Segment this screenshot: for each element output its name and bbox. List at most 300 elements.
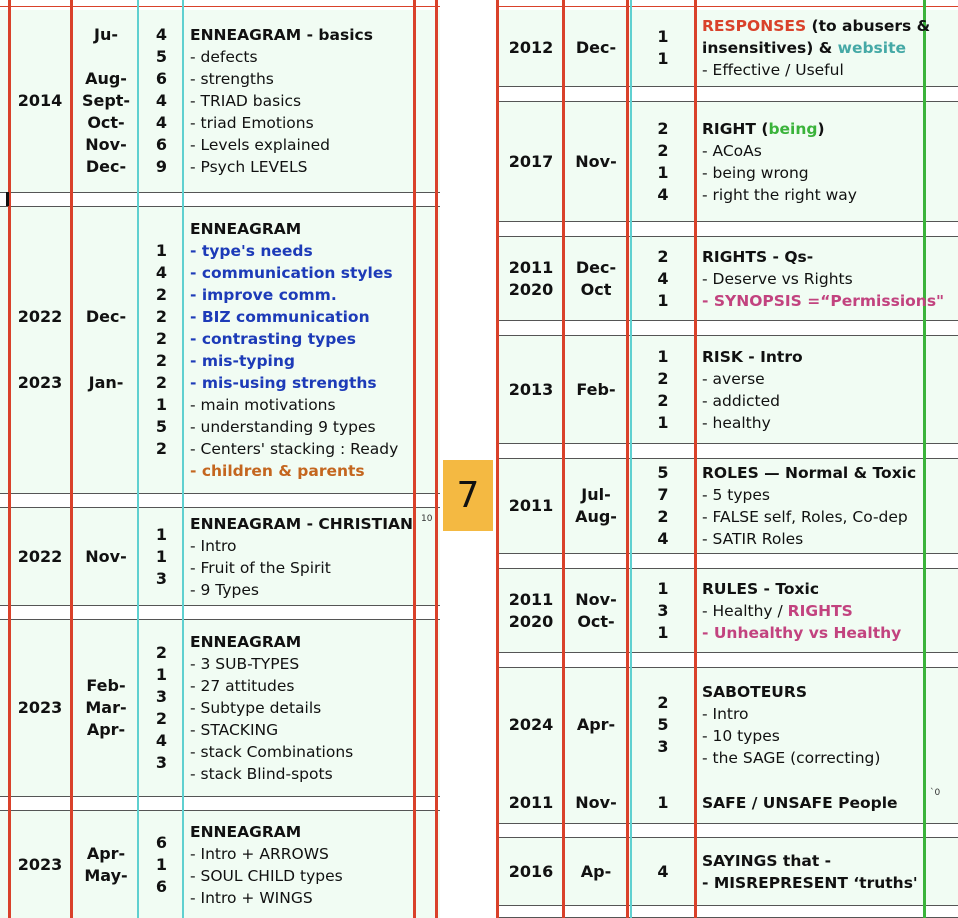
- month-cell: [566, 838, 626, 905]
- topic-text: ENNEAGRAM: [190, 220, 302, 238]
- topic-line: [190, 156, 307, 178]
- topic-line: [702, 792, 898, 814]
- topic-line: [190, 46, 258, 68]
- month-value: Mar-: [85, 698, 127, 717]
- year-value: 2020: [508, 611, 554, 631]
- topic-text: - the SAGE (correcting): [702, 749, 881, 767]
- topic-text: - Effective / Useful: [702, 61, 844, 79]
- month-cell: [566, 782, 626, 823]
- count-value: 3: [155, 687, 168, 706]
- month-value: Aug-: [575, 507, 617, 526]
- count-cell: [632, 237, 694, 320]
- topic-line: [190, 653, 299, 675]
- topic-text: - BIZ communication: [190, 308, 370, 326]
- month-cell: [566, 237, 626, 320]
- month-cell: [75, 508, 137, 605]
- count-value: 1: [657, 27, 669, 46]
- topic-text: - Centers' stacking : Ready: [190, 440, 399, 458]
- count-value: 1: [155, 854, 168, 874]
- top-border: [496, 6, 958, 7]
- page-number: 7: [456, 475, 480, 516]
- topic-line: [190, 262, 393, 284]
- year-value: 2011: [508, 589, 554, 609]
- topic-text: - children & parents: [190, 462, 365, 480]
- year-value: 2014: [17, 91, 63, 110]
- month-value: Oct-: [87, 113, 125, 132]
- topic-line: [702, 622, 901, 644]
- month-cell: [75, 620, 137, 796]
- year-value: 2012: [508, 38, 554, 57]
- topic-text: - averse: [702, 369, 765, 388]
- count-cell: [632, 838, 694, 905]
- topic-text: - ACoAs: [702, 141, 762, 160]
- count-value: 1: [657, 622, 669, 642]
- month-value: Oct: [580, 279, 612, 299]
- topic-text: - SOUL CHILD types: [190, 866, 343, 885]
- topic-text: SAFE / UNSAFE People: [702, 793, 898, 812]
- count-cell: [140, 207, 183, 493]
- topic-text: - 27 attitudes: [190, 677, 295, 695]
- topic-text: - stack Combinations: [190, 743, 354, 761]
- topic-text: - main motivations: [190, 396, 336, 414]
- topic-line: [190, 328, 356, 350]
- year-cell: [10, 207, 70, 493]
- topic-cell: [190, 811, 414, 918]
- topic-line: [702, 390, 780, 412]
- count-value: 6: [155, 69, 168, 88]
- topic-text: - improve comm.: [190, 286, 337, 304]
- month-cell: [566, 668, 626, 782]
- month-cell: [566, 569, 626, 652]
- topic-line: [190, 631, 301, 653]
- year-cell: [500, 838, 562, 905]
- topic-line: [190, 579, 259, 601]
- count-value: 5: [155, 47, 168, 66]
- topic-line: [190, 306, 370, 328]
- topic-cell: [702, 10, 931, 86]
- topic-line: [702, 290, 944, 312]
- row-separator: [0, 493, 440, 508]
- count-value: 2: [155, 285, 168, 304]
- count-value: 1: [657, 792, 669, 812]
- topic-text: - Fruit of the Spirit: [190, 558, 331, 577]
- left-index-panel: [0, 0, 440, 918]
- month-cell: [566, 459, 626, 553]
- topic-line: [190, 557, 331, 579]
- topic-text: - stack Blind-spots: [190, 765, 333, 783]
- count-value: 2: [155, 307, 168, 326]
- topic-line: [190, 843, 329, 865]
- month-value: Dec-: [575, 257, 617, 277]
- month-cell: [566, 10, 626, 86]
- topic-text: - Unhealthy vs Healthy: [702, 623, 902, 642]
- count-value: 3: [155, 753, 168, 772]
- topic-text: ENNEAGRAM: [190, 822, 302, 841]
- year-cell: [10, 620, 70, 796]
- topic-text: - triad Emotions: [190, 114, 314, 132]
- count-cell: [632, 782, 694, 823]
- count-value: 2: [155, 351, 168, 370]
- topic-line: [702, 462, 916, 484]
- topic-line: [702, 140, 762, 162]
- month-value: Dec-: [85, 307, 127, 326]
- topic-cell: [702, 237, 945, 320]
- year-value: 2016: [508, 861, 554, 881]
- topic-text: - 3 SUB-TYPES: [190, 655, 300, 673]
- topic-line: [190, 535, 237, 557]
- topic-text: - mis-typing: [190, 352, 296, 370]
- column-divider: [626, 0, 629, 918]
- count-cell: [140, 508, 183, 605]
- topic-text: RISK - Intro: [702, 347, 803, 366]
- count-cell: [632, 459, 694, 553]
- topic-text: - SYNOPSIS =“Permissions": [702, 291, 945, 310]
- topic-text: - Intro: [702, 705, 749, 723]
- count-value: 9: [155, 157, 168, 176]
- count-value: 3: [155, 568, 168, 588]
- count-value: 1: [657, 290, 669, 310]
- topic-text: ROLES — Normal & Toxic: [702, 464, 917, 482]
- topic-text: RIGHTS - Qs-: [702, 247, 814, 266]
- topic-text: - strengths: [190, 70, 274, 88]
- month-value: Aug-: [85, 69, 127, 88]
- row-separator: [0, 192, 440, 207]
- margin-mark-left: 10: [421, 514, 433, 524]
- topic-text: being: [768, 119, 818, 138]
- top-border: [0, 6, 440, 7]
- row-separator: [496, 86, 958, 102]
- month-value: Feb-: [576, 379, 616, 399]
- topic-text: - Intro + WINGS: [190, 888, 313, 907]
- topic-cell: [190, 508, 414, 605]
- month-value: Nov-: [85, 546, 127, 566]
- year-value: 2022: [17, 546, 63, 566]
- topic-line: [190, 675, 294, 697]
- month-value: Feb-: [86, 676, 126, 695]
- month-value: May-: [84, 865, 128, 885]
- topic-line: [190, 865, 343, 887]
- count-value: 3: [657, 737, 669, 756]
- year-value: 2017: [508, 151, 554, 171]
- year-value: 2011: [508, 792, 554, 812]
- topic-line: [190, 416, 376, 438]
- month-value: Sept-: [81, 91, 131, 110]
- topic-text: - Deserve vs Rights: [702, 269, 853, 288]
- topic-line: [702, 506, 908, 528]
- count-value: 7: [657, 485, 669, 504]
- topic-text: SAYINGS that -: [702, 851, 832, 870]
- topic-line: [190, 460, 365, 482]
- count-cell: [632, 569, 694, 652]
- column-divider: [70, 0, 73, 918]
- month-value: Ap-: [580, 861, 612, 881]
- topic-line: [702, 578, 819, 600]
- topic-text: RULES - Toxic: [702, 579, 820, 598]
- topic-line: [190, 887, 313, 909]
- topic-text: - addicted: [702, 391, 780, 410]
- topic-text: RIGHTS: [787, 601, 853, 620]
- topic-line: [190, 24, 373, 46]
- month-value: [103, 328, 109, 350]
- topic-text: - MISREPRESENT ‘truths': [702, 873, 918, 892]
- count-value: 1: [657, 412, 669, 432]
- month-value: Nov-: [575, 589, 617, 609]
- topic-text: SABOTEURS: [702, 683, 807, 701]
- month-value: Dec-: [85, 157, 127, 176]
- count-cell: [632, 668, 694, 782]
- count-value: 2: [657, 390, 669, 410]
- count-value: 5: [155, 417, 168, 436]
- month-value: [103, 350, 109, 372]
- count-value: 2: [657, 507, 669, 526]
- topic-line: [702, 368, 765, 390]
- topic-line: [702, 346, 803, 368]
- count-value: 1: [657, 346, 669, 366]
- topic-text: - SATIR Roles: [702, 530, 804, 548]
- count-value: 1: [657, 49, 669, 68]
- year-value: 2023: [17, 854, 63, 874]
- month-cell: [75, 207, 137, 493]
- topic-cell: [702, 102, 922, 221]
- topic-cell: [190, 10, 414, 192]
- row-separator: [496, 823, 958, 838]
- topic-line: [702, 15, 930, 37]
- count-value: 2: [155, 439, 168, 458]
- topic-line: [190, 284, 337, 306]
- page-number-badge: [443, 460, 493, 531]
- year-value: 2011: [508, 257, 554, 277]
- month-value: Apr-: [86, 720, 126, 739]
- topic-line: [190, 240, 313, 262]
- topic-cell: [702, 838, 922, 905]
- topic-text: - STACKING: [190, 721, 279, 739]
- topic-line: [702, 600, 853, 622]
- count-value: 6: [155, 135, 168, 154]
- topic-text: - mis-using strengths: [190, 374, 377, 392]
- topic-line: [702, 37, 906, 59]
- year-cell: [500, 336, 562, 443]
- topic-line: [190, 394, 336, 416]
- right-index-panel: [496, 0, 958, 918]
- topic-line: [702, 246, 813, 268]
- count-value: 1: [657, 578, 669, 598]
- topic-line: [702, 725, 780, 747]
- topic-cell: [702, 569, 922, 652]
- row-separator: [496, 905, 958, 918]
- topic-line: [702, 162, 809, 184]
- topic-text: - understanding 9 types: [190, 418, 376, 436]
- topic-line: [702, 59, 844, 81]
- topic-text: - defects: [190, 48, 258, 66]
- count-value: 2: [657, 118, 669, 138]
- count-value: 4: [155, 113, 168, 132]
- month-cell: [75, 811, 137, 918]
- row-separator: [496, 553, 958, 569]
- count-value: 4: [155, 263, 168, 282]
- count-cell: [632, 10, 694, 86]
- count-value: 6: [155, 832, 168, 852]
- topic-line: [190, 90, 301, 112]
- topic-text: ): [817, 119, 825, 138]
- topic-text: - Intro + ARROWS: [190, 844, 329, 863]
- topic-text: - contrasting types: [190, 330, 357, 348]
- count-cell: [140, 811, 183, 918]
- row-separator: [496, 221, 958, 237]
- count-value: 5: [657, 715, 669, 734]
- count-value: 2: [657, 246, 669, 266]
- count-value: 1: [657, 162, 669, 182]
- column-divider: [694, 0, 697, 918]
- topic-line: [190, 763, 333, 785]
- count-value: 2: [155, 329, 168, 348]
- month-value: Apr-: [576, 715, 616, 734]
- column-divider: [562, 0, 565, 918]
- row-separator: [496, 652, 958, 668]
- row-separator: [0, 796, 440, 811]
- topic-text: ENNEAGRAM - basics: [190, 26, 373, 44]
- year-value: 2011: [508, 496, 554, 515]
- count-value: 4: [155, 91, 168, 110]
- topic-line: [190, 372, 377, 394]
- year-cell: [500, 569, 562, 652]
- topic-line: [190, 741, 353, 763]
- month-cell: [75, 10, 137, 192]
- margin-mark-right: `0: [930, 788, 941, 798]
- topic-line: [702, 850, 831, 872]
- year-value: 2024: [508, 715, 554, 734]
- topic-line: [702, 703, 749, 725]
- topic-cell: [190, 207, 414, 493]
- count-cell: [140, 10, 183, 192]
- year-value: 2023: [17, 373, 63, 392]
- year-cell: [500, 102, 562, 221]
- topic-text: - TRIAD basics: [190, 92, 302, 110]
- month-value: Oct-: [577, 611, 615, 631]
- topic-text: - 10 types: [702, 727, 780, 745]
- column-divider: [496, 0, 499, 918]
- year-value: 2020: [508, 279, 554, 299]
- year-cell: [500, 668, 562, 782]
- count-cell: [632, 336, 694, 443]
- column-divider: [435, 0, 438, 918]
- topic-line: [190, 350, 295, 372]
- count-cell: [632, 102, 694, 221]
- topic-text: - Levels explained: [190, 136, 331, 154]
- topic-cell: [702, 668, 922, 782]
- month-value: Nov-: [85, 135, 127, 154]
- topic-line: [702, 872, 918, 894]
- topic-line: [190, 513, 413, 535]
- topic-line: [702, 681, 807, 703]
- topic-text: insensitives) &: [702, 39, 838, 57]
- year-value: [37, 328, 43, 350]
- month-value: Dec-: [575, 38, 617, 57]
- count-value: 2: [657, 140, 669, 160]
- row-separator: [496, 320, 958, 336]
- topic-text: - 5 types: [702, 486, 771, 504]
- topic-line: [702, 484, 770, 506]
- topic-line: [702, 747, 880, 769]
- topic-line: [190, 821, 301, 843]
- count-value: 4: [657, 861, 669, 881]
- year-value: 2022: [17, 307, 63, 326]
- year-value: 2013: [508, 379, 554, 399]
- month-value: Jul-: [581, 485, 611, 504]
- row-separator: [496, 443, 958, 459]
- year-cell: [500, 237, 562, 320]
- count-value: 4: [657, 184, 669, 204]
- count-value: 2: [155, 373, 168, 392]
- topic-text: - Subtype details: [190, 699, 322, 717]
- count-value: 2: [657, 368, 669, 388]
- topic-text: - right the right way: [702, 185, 857, 204]
- column-divider: [923, 0, 926, 918]
- topic-line: [190, 719, 278, 741]
- count-value: 4: [657, 268, 669, 288]
- topic-line: [702, 268, 853, 290]
- year-cell: [10, 811, 70, 918]
- topic-text: - Psych LEVELS: [190, 158, 308, 176]
- topic-text: - Intro: [190, 536, 237, 555]
- month-value: [103, 46, 109, 68]
- topic-line: [190, 134, 330, 156]
- year-value: 2023: [17, 698, 63, 717]
- topic-line: [702, 118, 825, 140]
- topic-line: [190, 697, 321, 719]
- row-separator: [0, 605, 440, 620]
- topic-text: RESPONSES: [702, 17, 807, 35]
- year-cell: [10, 10, 70, 192]
- topic-cell: [702, 459, 922, 553]
- column-divider: [137, 0, 139, 918]
- count-value: 1: [155, 665, 168, 684]
- count-value: 1: [155, 241, 168, 260]
- count-value: 2: [657, 693, 669, 712]
- topic-cell: [702, 782, 922, 823]
- month-value: Apr-: [86, 843, 126, 863]
- count-value: 1: [155, 395, 168, 414]
- topic-cell: [190, 620, 414, 796]
- topic-text: - Healthy /: [702, 601, 788, 620]
- count-value: 5: [657, 463, 669, 482]
- topic-line: [702, 528, 803, 550]
- year-cell: [500, 782, 562, 823]
- count-value: 2: [155, 709, 168, 728]
- count-value: 1: [155, 524, 168, 544]
- topic-line: [190, 68, 274, 90]
- topic-text: website: [837, 39, 907, 57]
- month-value: Jan-: [88, 373, 124, 392]
- topic-line: [702, 184, 857, 206]
- topic-text: - being wrong: [702, 163, 809, 182]
- count-value: 2: [155, 643, 168, 662]
- topic-text: - type's needs: [190, 242, 313, 260]
- topic-cell: [702, 336, 922, 443]
- count-value: 6: [155, 876, 168, 896]
- count-cell: [140, 620, 183, 796]
- month-value: Nov-: [575, 151, 617, 171]
- topic-text: - healthy: [702, 413, 771, 432]
- month-cell: [566, 336, 626, 443]
- month-cell: [566, 102, 626, 221]
- year-cell: [10, 508, 70, 605]
- count-value: 3: [657, 600, 669, 620]
- topic-text: ENNEAGRAM: [190, 633, 302, 651]
- year-value: [37, 350, 43, 372]
- topic-line: [190, 438, 398, 460]
- edge-mark: [6, 192, 9, 206]
- topic-text: - FALSE self, Roles, Co-dep: [702, 508, 908, 526]
